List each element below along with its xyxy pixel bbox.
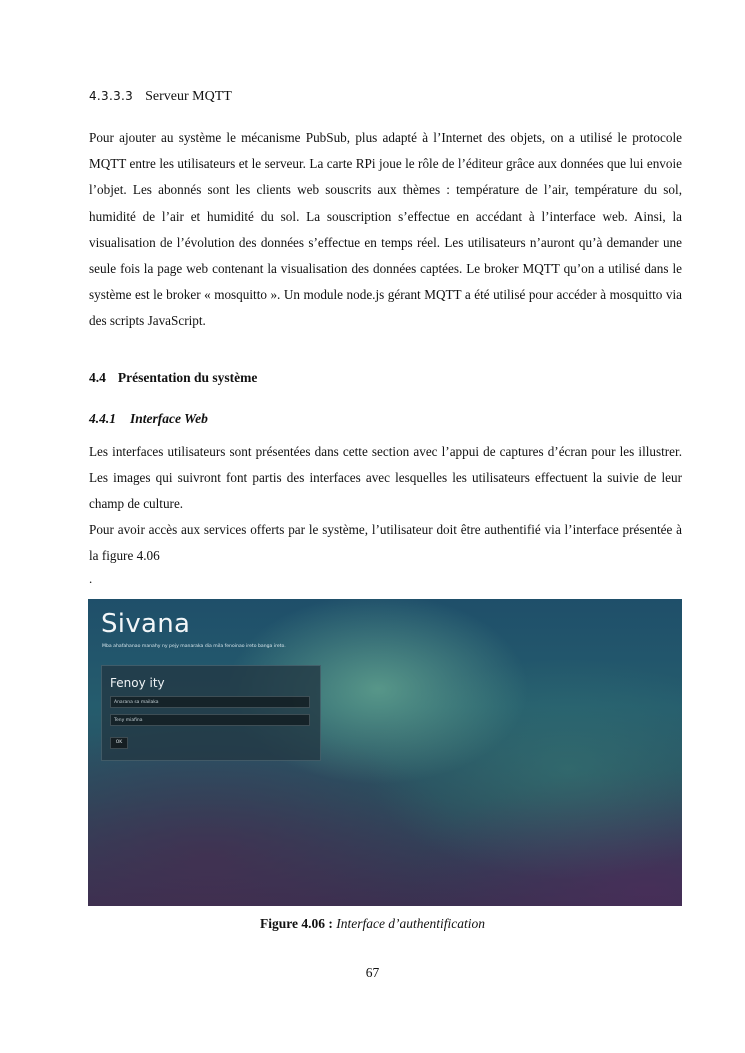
username-field[interactable]: Anarana sa mailaka — [110, 696, 310, 708]
app-subtitle: Mba ahafahanao manahy ny pejy manaraka dia mila fenoinao ireto banga ireto. — [102, 644, 286, 649]
figure-caption-label: Figure 4.06 : — [259, 916, 333, 931]
paragraph-mqtt: Pour ajouter au système le mécanisme PubSub, plus adapté à l’Internet des objets, on a utilisé le protocole MQTT entre les utilisateurs et le serveur. La carte RPi joue le rôle de l’éditeur grâce aux données que lui envoie l’objet. Les abonnés sont les clients web souscrits aux thèmes : température de l’air, température du sol, humidité de l’air et humidité du sol. La souscription s’effectue en accédant à l’interface web. Ainsi, la visualisation de l’évolution des données s’effectue en temps réel. Les utilisateurs n’auront qu’à demander une seule fois la page web contenant la visualisation des données captées. Le broker MQTT qu’on a utilisé dans le système est le broker « mosquitto ». Un module node.js gérant MQTT a été utilisé pour accéder à mosquitto via des scripts JavaScript. — [89, 130, 682, 329]
login-panel-title: Fenoy ity — [110, 676, 165, 690]
stray-dot: . — [89, 571, 93, 586]
ok-button[interactable]: OK — [110, 737, 128, 749]
password-field[interactable]: Teny miafina — [110, 714, 310, 726]
subsection-web-title: Interface Web — [130, 411, 208, 426]
subsection-heading-mqtt — [89, 89, 232, 105]
authentication-screenshot — [88, 599, 682, 906]
section-title: Présentation du système — [117, 370, 258, 385]
app-title: Sivana — [101, 609, 191, 639]
subsection-title: Serveur MQTT — [145, 89, 232, 104]
subsection-heading-web — [89, 411, 208, 427]
section-number: 4.4 — [89, 370, 106, 385]
login-panel — [101, 665, 321, 761]
page-number: 67 — [365, 965, 380, 980]
paragraph-access: Pour avoir accès aux services offerts par le système, l’utilisateur doit être authentifié via l’interface présentée à la figure 4.06 — [89, 522, 682, 564]
figure-caption-text: Interface d’authentification — [336, 916, 486, 931]
figure-caption — [0, 916, 745, 932]
paragraph-interfaces: Les interfaces utilisateurs sont présentées dans cette section avec l’appui de captures d’écran pour les illustrer. Les images qui suivront font partis des interfaces avec lesquelles les utilisateurs effectuent la suivie de leur champ de culture. — [89, 444, 682, 512]
subsection-web-number: 4.4.1 — [89, 411, 116, 426]
section-heading — [89, 370, 257, 386]
subsection-number: 4.3.3.3 — [89, 89, 134, 103]
